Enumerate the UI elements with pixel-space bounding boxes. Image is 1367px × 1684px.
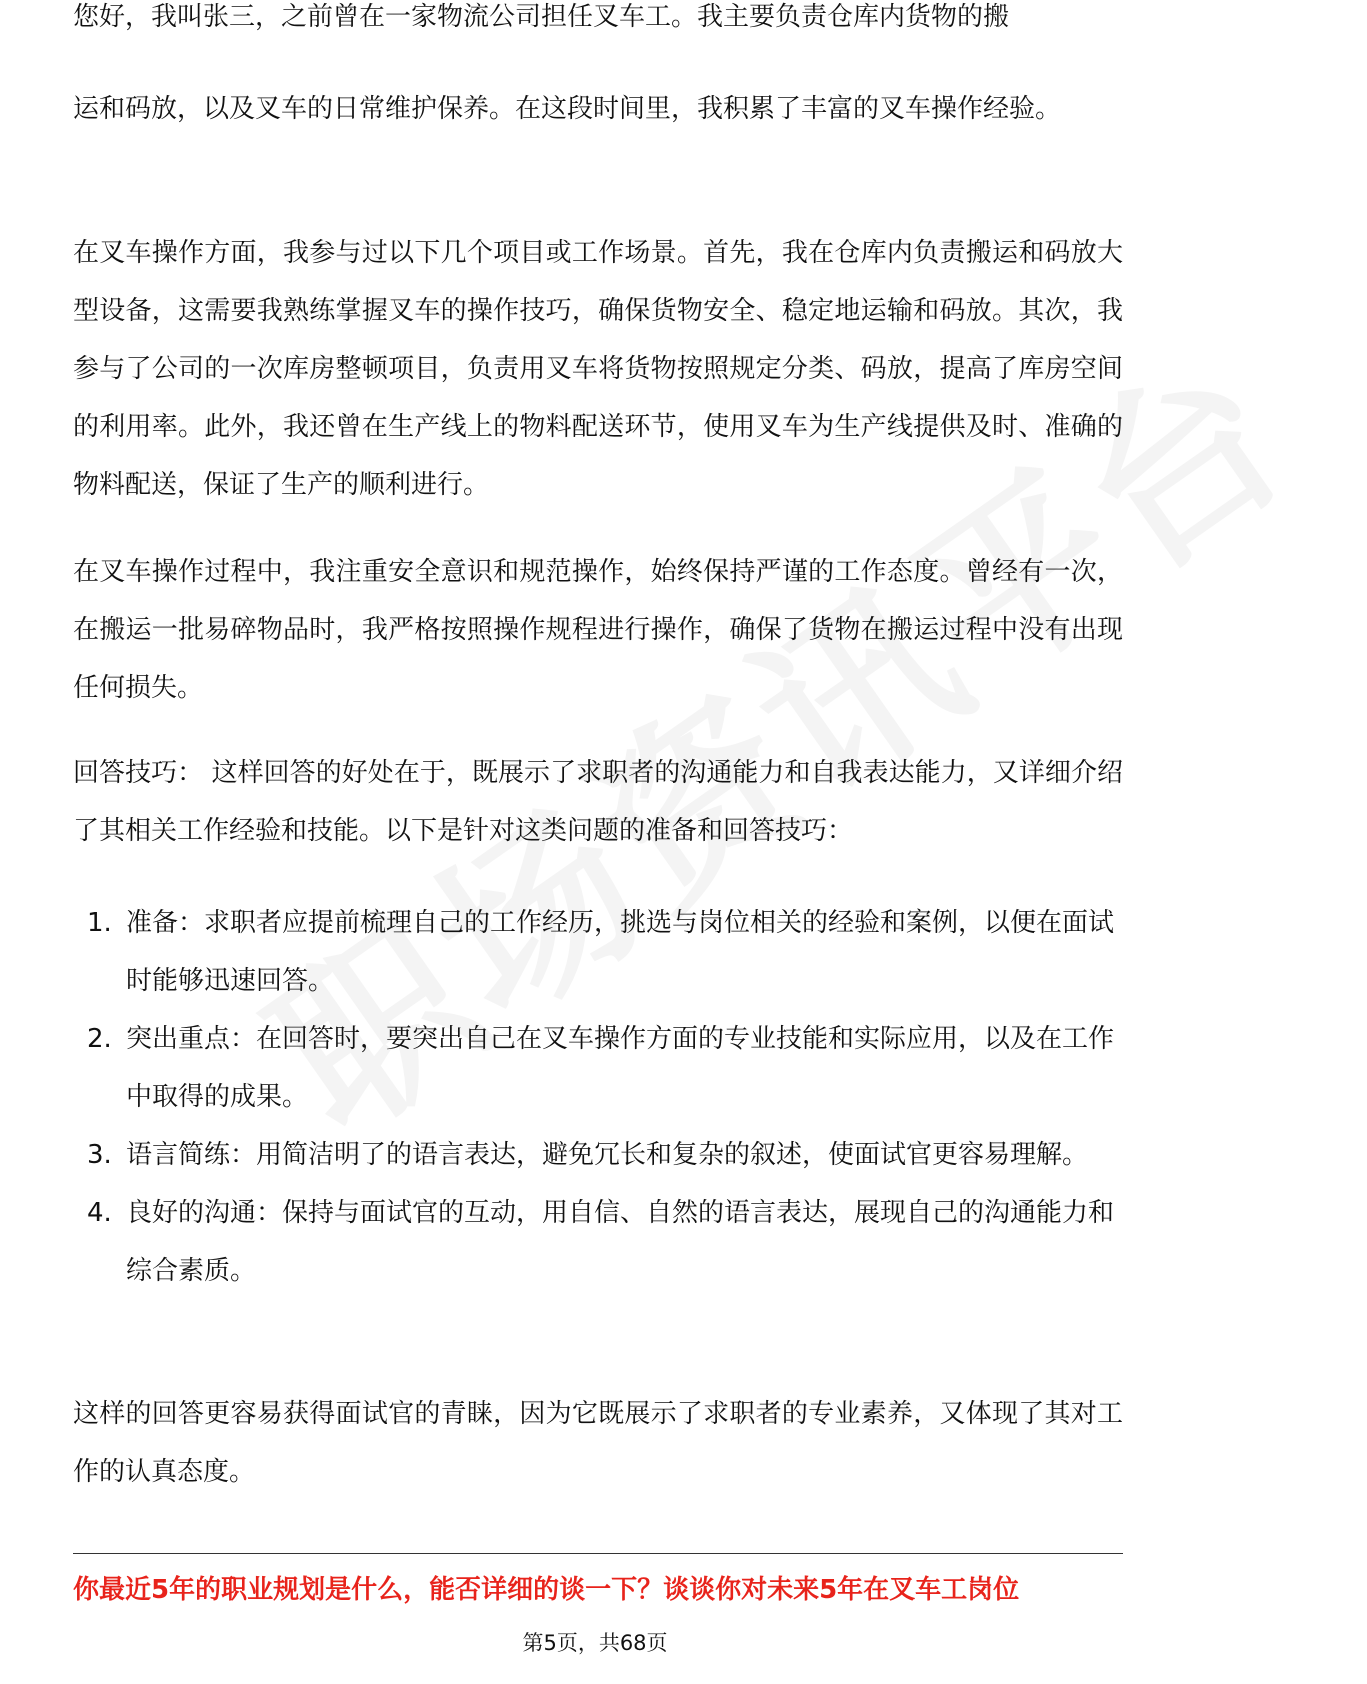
page-number-label: 第5页，共68页 xyxy=(522,1631,668,1655)
list-item-number: 1. xyxy=(87,908,112,938)
list-item xyxy=(73,1010,1123,1126)
list-item xyxy=(73,894,1123,1010)
cut-off-text: 您好，我叫张三，之前曾在一家物流公司担任叉车工。我主要负责仓库内货物的搬 xyxy=(73,2,1010,32)
cut-off-text-line xyxy=(73,2,1123,40)
list-item xyxy=(73,1126,1123,1184)
list-item-number: 2. xyxy=(87,1024,112,1054)
section-divider xyxy=(73,1553,1123,1554)
paragraph-closing: 这样的回答更容易获得面试官的青睐，因为它既展示了求职者的专业素养，又体现了其对工作的认真态度。 xyxy=(73,1399,1123,1487)
page-footer xyxy=(0,1628,1190,1658)
next-question-heading: 你最近5年的职业规划是什么，能否详细的谈一下？谈谈你对未来5年在叉车工岗位 xyxy=(73,1575,1020,1605)
paragraph-forklift-projects: 在叉车操作方面，我参与过以下几个项目或工作场景。首先，我在仓库内负责搬运和码放大型设备，这需要我熟练掌握叉车的操作技巧，确保货物安全、稳定地运输和码放。其次，我参与了公司的一次库房整顿项目，负责用叉车将货物按照规定分类、码放，提高了库房空间的利用率。此外，我还曾在生产线上的物料配送环节，使用叉车为生产线提供及时、准确的物料配送，保证了生产的顺利进行。 xyxy=(73,238,1123,500)
list-item-text: 良好的沟通：保持与面试官的互动，用自信、自然的语言表达，展现自己的沟通能力和综合素质。 xyxy=(126,1198,1115,1286)
list-item-number: 3. xyxy=(87,1140,112,1170)
list-item-text: 语言简练：用简洁明了的语言表达，避免冗长和复杂的叙述，使面试官更容易理解。 xyxy=(126,1140,1089,1170)
paragraph-experience-intro: 运和码放，以及叉车的日常维护保养。在这段时间里，我积累了丰富的叉车操作经验。 xyxy=(73,94,1062,124)
list-item-text: 准备：求职者应提前梳理自己的工作经历，挑选与岗位相关的经验和案例，以便在面试时能够迅速回答。 xyxy=(126,908,1115,996)
list-item xyxy=(73,1184,1123,1300)
tips-list xyxy=(73,894,1123,1300)
paragraph-answer-tips: 回答技巧： 这样回答的好处在于，既展示了求职者的沟通能力和自我表达能力，又详细介绍了其相关工作经验和技能。以下是针对这类问题的准备和回答技巧： xyxy=(73,758,1123,846)
list-item-number: 4. xyxy=(87,1198,112,1228)
paragraph-safety: 在叉车操作过程中，我注重安全意识和规范操作，始终保持严谨的工作态度。曾经有一次，在搬运一批易碎物品时，我严格按照操作规程进行操作，确保了货物在搬运过程中没有出现任何损失。 xyxy=(73,557,1123,703)
list-item-text: 突出重点：在回答时，要突出自己在叉车操作方面的专业技能和实际应用，以及在工作中取得的成果。 xyxy=(126,1024,1115,1112)
